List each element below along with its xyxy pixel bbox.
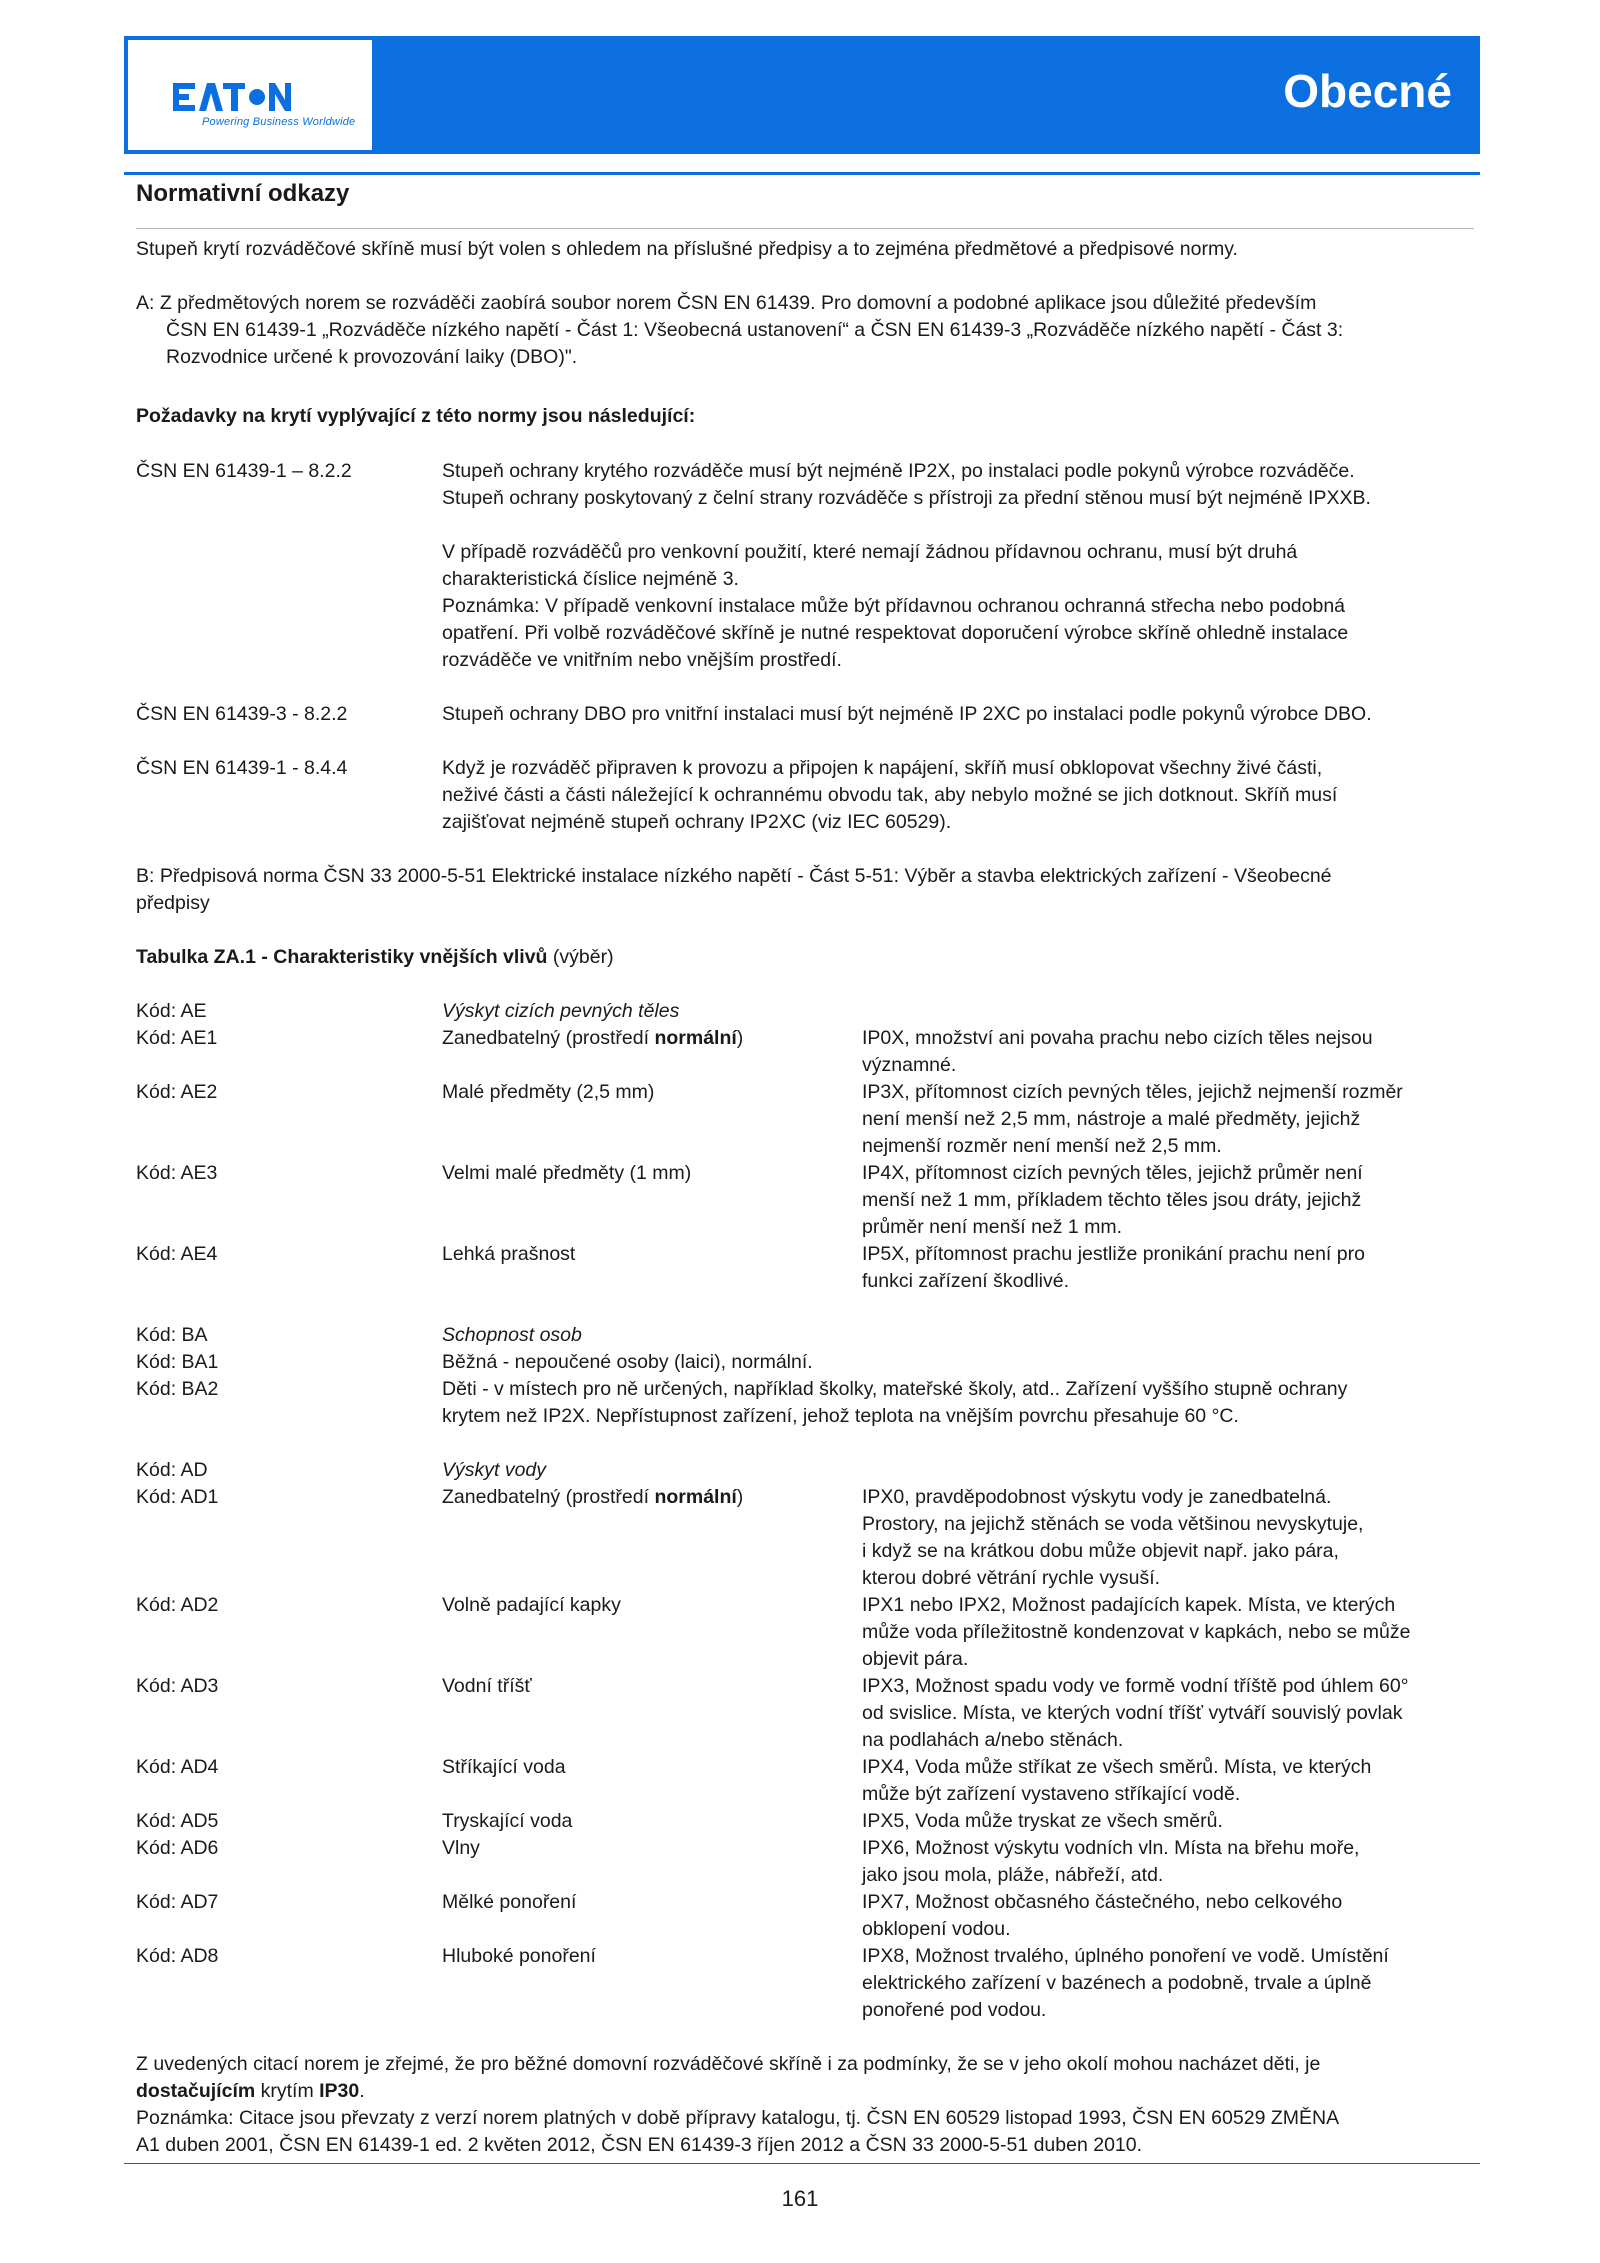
table-code: Kód: AE4 (136, 1243, 218, 1265)
table-detail: ponořené pod vodou. (862, 1999, 1047, 2021)
table-desc: Malé předměty (2,5 mm) (442, 1081, 655, 1103)
table-desc-end: ) (736, 1486, 744, 1508)
eaton-logo-mark (173, 80, 293, 114)
requirement-text: neživé části a části náležející k ochrannému obvodu tak, aby nebylo možné se jich dotknout. Skříň musí (442, 784, 1338, 806)
logo-tagline: Powering Business Worldwide (202, 116, 356, 128)
table-detail: kterou dobré větrání rychle vysuší. (862, 1567, 1161, 1589)
table-desc-emphasis: normální (654, 1027, 737, 1049)
part-b-line-2: předpisy (136, 892, 210, 914)
table-detail: může voda příležitostně kondenzovat v kapkách, nebo se může (862, 1621, 1411, 1643)
table-code: Kód: BA2 (136, 1378, 219, 1400)
table-detail: od svislice. Místa, ve kterých vodní tříšť vytváří souvislý povlak (862, 1702, 1403, 1724)
table-detail: Prostory, na jejichž stěnách se voda většinou nevyskytuje, (862, 1513, 1364, 1535)
note-line-2: A1 duben 2001, ČSN EN 61439-1 ed. 2 květen 2012, ČSN EN 61439-3 říjen 2012 a ČSN 33 2000-5-51 duben 2010. (136, 2134, 1143, 2156)
table-detail: není menší než 2,5 mm, nástroje a malé předměty, jejichž (862, 1108, 1361, 1130)
table-desc: Vodní tříšť (442, 1675, 532, 1697)
footer-divider (124, 2163, 1480, 2164)
table-title-main: Tabulka ZA.1 - Charakteristiky vnějších vlivů (136, 946, 548, 968)
requirements-heading: Požadavky na krytí vyplývající z této normy jsou následující: (136, 405, 696, 427)
requirement-text: zajišťovat nejméně stupeň ochrany IP2XC (viz IEC 60529). (442, 811, 952, 833)
table-desc: Mělké ponoření (442, 1891, 577, 1913)
conclusion-emphasis: dostačujícím (136, 2080, 256, 2102)
conclusion-end: . (359, 2080, 365, 2102)
table-code: Kód: AD7 (136, 1891, 219, 1913)
table-detail: IPX5, Voda může tryskat ze všech směrů. (862, 1810, 1223, 1832)
part-a-line-2: ČSN EN 61439-1 „Rozváděče nízkého napětí - Část 1: Všeobecná ustanovení“ a ČSN EN 61439-3 „Rozváděče nízkého napětí - Část 3: (166, 319, 1344, 341)
table-code: Kód: AE (136, 1000, 207, 1022)
table-detail: IP0X, množství ani povaha prachu nebo cizích těles nejsou (862, 1027, 1373, 1049)
table-detail: IP3X, přítomnost cizích pevných těles, jejichž nejmenší rozměr (862, 1081, 1403, 1103)
conclusion-line-1: Z uvedených citací norem je zřejmé, že pro běžné domovní rozváděčové skříně i za podmínky, že se v jeho okolí mohou nacházet děti, je (136, 2053, 1321, 2075)
table-desc: Stříkající voda (442, 1756, 566, 1778)
table-detail: může být zařízení vystaveno stříkající vodě. (862, 1783, 1241, 1805)
table-desc: Tryskající voda (442, 1810, 573, 1832)
table-title-suffix: (výběr) (547, 946, 614, 968)
eaton-logo (128, 40, 372, 150)
table-detail: objevit pára. (862, 1648, 969, 1670)
requirement-code: ČSN EN 61439-3 - 8.2.2 (136, 703, 348, 725)
requirement-code: ČSN EN 61439-1 - 8.4.4 (136, 757, 348, 779)
table-desc (442, 1025, 743, 1052)
section-divider (136, 228, 1474, 229)
table-group-title: Výskyt cizích pevných těles (442, 1000, 680, 1022)
table-code: Kód: AE2 (136, 1081, 218, 1103)
table-detail: IPX3, Možnost spadu vody ve formě vodní tříště pod úhlem 60° (862, 1675, 1409, 1697)
table-detail: IPX1 nebo IPX2, Možnost padajících kapek. Místa, ve kterých (862, 1594, 1396, 1616)
conclusion-line-2 (136, 2078, 365, 2105)
table-detail: IPX4, Voda může stříkat ze všech směrů. Místa, ve kterých (862, 1756, 1372, 1778)
section-title: Normativní odkazy (136, 180, 350, 207)
table-desc: Vlny (442, 1837, 480, 1859)
table-detail: menší než 1 mm, příkladem těchto těles jsou dráty, jejichž (862, 1189, 1362, 1211)
table-code: Kód: AD8 (136, 1945, 219, 1967)
table-desc: Běžná - nepoučené osoby (laici), normální. (442, 1351, 813, 1373)
requirement-text: Stupeň ochrany poskytovaný z čelní strany rozváděče s přístroji za přední stěnou musí být nejméně IPXXB. (442, 487, 1371, 509)
table-detail: nejmenší rozměr není menší než 2,5 mm. (862, 1135, 1222, 1157)
page-category-title: Obecné (1283, 65, 1452, 117)
table-desc: Volně padající kapky (442, 1594, 621, 1616)
table-code: Kód: AE3 (136, 1162, 218, 1184)
header-divider (124, 172, 1480, 175)
part-b-line-1: B: Předpisová norma ČSN 33 2000-5-51 Elektrické instalace nízkého napětí - Část 5-51: Výběr a stavba elektrických zařízení - Všeobecné (136, 865, 1332, 887)
table-code: Kód: AD (136, 1459, 208, 1481)
table-detail: jako jsou mola, pláže, nábřeží, atd. (862, 1864, 1164, 1886)
table-desc: Lehká prašnost (442, 1243, 576, 1265)
table-desc-text: Zanedbatelný (prostředí (442, 1486, 655, 1508)
table-desc: Velmi malé předměty (1 mm) (442, 1162, 692, 1184)
table-code: Kód: AD3 (136, 1675, 219, 1697)
table-detail: obklopení vodou. (862, 1918, 1011, 1940)
table-code: Kód: AD6 (136, 1837, 219, 1859)
table-group-title: Schopnost osob (442, 1324, 582, 1346)
requirement-code: ČSN EN 61439-1 – 8.2.2 (136, 460, 352, 482)
requirement-note: rozváděče ve vnitřním nebo vnějším prostředí. (442, 649, 842, 671)
requirement-text: V případě rozváděčů pro venkovní použití, které nemají žádnou přídavnou ochranu, musí být druhá (442, 541, 1298, 563)
table-detail: IP4X, přítomnost cizích pevných těles, jejichž průměr není (862, 1162, 1363, 1184)
table-detail: významné. (862, 1054, 957, 1076)
requirement-text: Když je rozváděč připraven k provozu a připojen k napájení, skříň musí obklopovat všechny živé části, (442, 757, 1323, 779)
table-code: Kód: BA1 (136, 1351, 219, 1373)
table-desc: krytem než IP2X. Nepřístupnost zařízení, jehož teplota na vnějším povrchu přesahuje 60 °C. (442, 1405, 1239, 1427)
table-group-title: Výskyt vody (442, 1459, 547, 1481)
table-desc: Děti - v místech pro ně určených, například školky, mateřské školy, atd.. Zařízení vyššího stupně ochrany (442, 1378, 1348, 1400)
page-header (124, 36, 1480, 154)
table-detail: elektrického zařízení v bazénech a podobně, trvale a úplně (862, 1972, 1372, 1994)
table-code: Kód: AD1 (136, 1486, 219, 1508)
requirement-text: Stupeň ochrany DBO pro vnitřní instalaci musí být nejméně IP 2XC po instalaci podle pokynů výrobce DBO. (442, 703, 1372, 725)
table-code: Kód: AD2 (136, 1594, 219, 1616)
table-code: Kód: BA (136, 1324, 208, 1346)
table-detail: IPX7, Možnost občasného částečného, nebo celkového (862, 1891, 1343, 1913)
table-desc: Hluboké ponoření (442, 1945, 596, 1967)
table-desc (442, 1484, 743, 1511)
table-detail: i když se na krátkou dobu může objevit např. jako pára, (862, 1540, 1339, 1562)
table-detail: průměr není menší než 1 mm. (862, 1216, 1123, 1238)
conclusion-ip-rating: IP30 (319, 2080, 360, 2102)
table-title (136, 944, 614, 971)
table-code: Kód: AE1 (136, 1027, 218, 1049)
requirement-note: Poznámka: V případě venkovní instalace může být přídavnou ochranou ochranná střecha nebo podobná (442, 595, 1346, 617)
table-detail: IPX0, pravděpodobnost výskytu vody je zanedbatelná. (862, 1486, 1332, 1508)
table-desc-text: Zanedbatelný (prostředí (442, 1027, 655, 1049)
part-a-line-1: A: Z předmětových norem se rozváděči zaobírá soubor norem ČSN EN 61439. Pro domovní a podobné aplikace jsou důležité především (136, 292, 1317, 314)
conclusion-text: krytím (255, 2080, 320, 2102)
table-code: Kód: AD4 (136, 1756, 219, 1778)
part-a-line-3: Rozvodnice určené k provozování laiky (DBO)". (166, 346, 578, 368)
requirement-text: charakteristická číslice nejméně 3. (442, 568, 739, 590)
table-detail: na podlahách a/nebo stěnách. (862, 1729, 1124, 1751)
table-detail: IPX8, Možnost trvalého, úplného ponoření ve vodě. Umístění (862, 1945, 1389, 1967)
table-desc-emphasis: normální (654, 1486, 737, 1508)
page-number: 161 (781, 2186, 819, 2211)
table-detail: funkci zařízení škodlivé. (862, 1270, 1070, 1292)
requirement-note: opatření. Při volbě rozváděčové skříně je nutné respektovat doporučení výrobce skříně ohledně instalace (442, 622, 1349, 644)
intro-paragraph: Stupeň krytí rozváděčové skříně musí být volen s ohledem na příslušné předpisy a to zejména předmětové a předpisové normy. (136, 238, 1238, 260)
table-desc-end: ) (736, 1027, 744, 1049)
requirement-text: Stupeň ochrany krytého rozváděče musí být nejméně IP2X, po instalaci podle pokynů výrobce rozváděče. (442, 460, 1355, 482)
note-line-1: Poznámka: Citace jsou převzaty z verzí norem platných v době přípravy katalogu, tj. ČSN EN 60529 listopad 1993, ČSN EN 60529 ZMĚNA (136, 2107, 1340, 2129)
table-code: Kód: AD5 (136, 1810, 219, 1832)
table-detail: IPX6, Možnost výskytu vodních vln. Místa na břehu moře, (862, 1837, 1360, 1859)
table-detail: IP5X, přítomnost prachu jestliže pronikání prachu není pro (862, 1243, 1365, 1265)
